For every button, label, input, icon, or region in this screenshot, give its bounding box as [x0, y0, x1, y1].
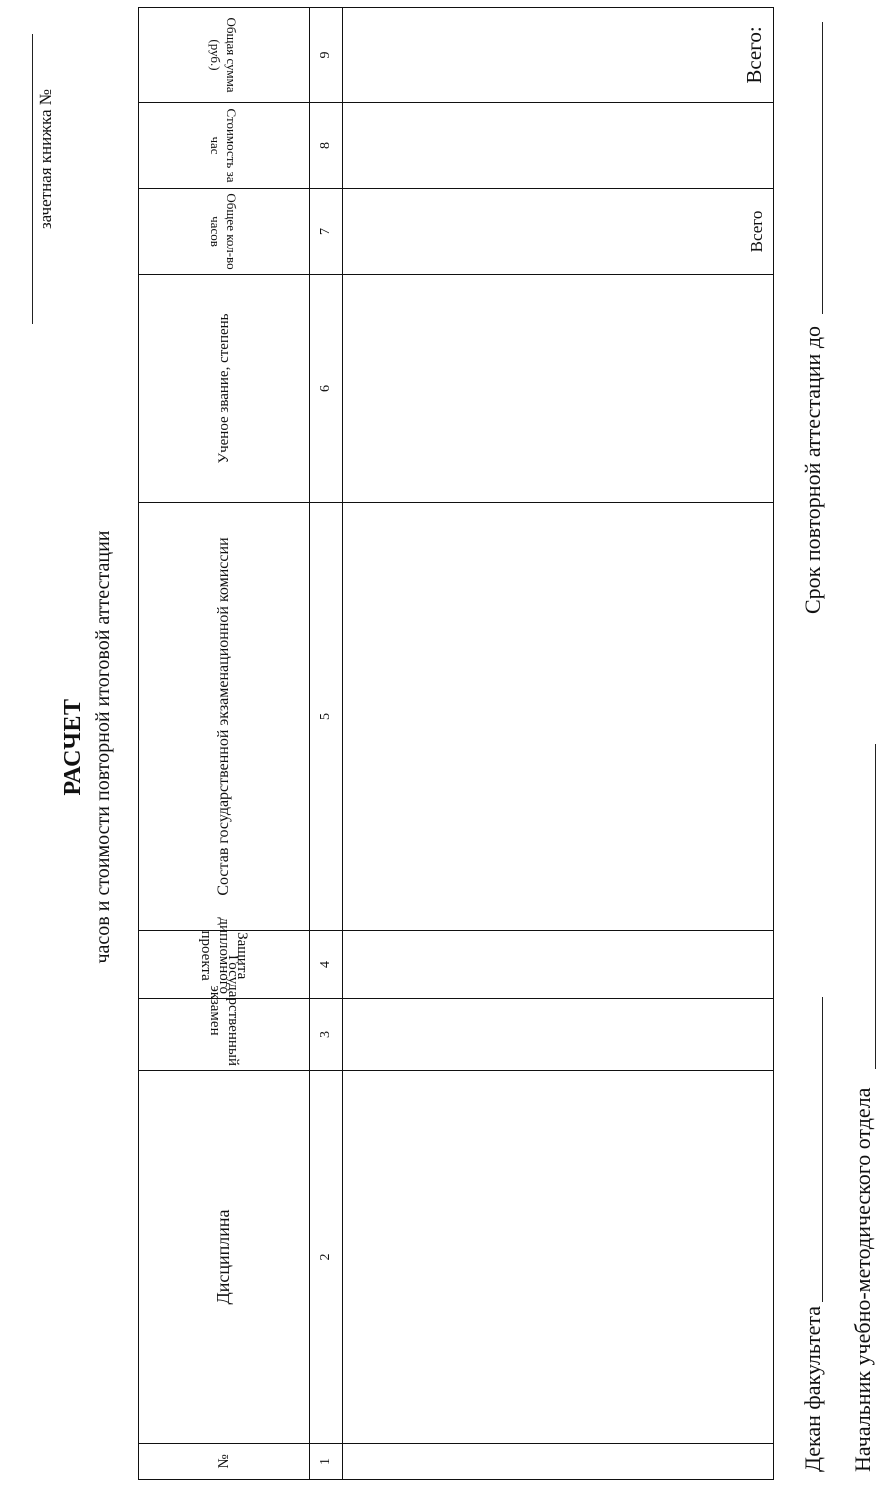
column-number: 7: [310, 189, 343, 275]
header-label: Защита дипломного проекта: [198, 917, 250, 994]
total-hours-cell: [343, 189, 774, 275]
expiry-signature-line: [822, 22, 823, 314]
column-number: 1: [310, 1444, 343, 1480]
total-hours-label: Всего: [746, 210, 766, 253]
header-cell-cost-per-hour: [139, 103, 310, 189]
document-title: РАСЧЕТ: [60, 698, 86, 796]
header-label: Государственный экзамен: [207, 954, 241, 1066]
column-number: 2: [310, 1071, 343, 1444]
body-cell: [343, 503, 774, 931]
column-number: 3: [310, 999, 343, 1071]
header-cell-diploma-defense: [139, 917, 310, 999]
header-label: №: [216, 1454, 232, 1469]
table-number-row: [310, 8, 343, 1480]
header-cell-number: [139, 1444, 310, 1480]
total-sum-label: Всего:: [741, 26, 766, 84]
record-book-line: [32, 34, 33, 324]
header-label: Стоимость за час: [209, 108, 240, 183]
body-cell: [343, 1071, 774, 1444]
header-label: Ученое звание, степень: [216, 313, 232, 464]
document-subtitle: часов и стоимости повторной итоговой аттестации: [92, 530, 114, 964]
body-cell: [343, 1444, 774, 1480]
body-cell: [343, 275, 774, 503]
header-cell-commission: [139, 503, 310, 931]
header-label: Общее кол-во часов: [209, 193, 240, 270]
dean-label: Декан факультета: [800, 1305, 825, 1472]
column-number: 5: [310, 503, 343, 931]
header-cell-total-sum: [139, 8, 310, 103]
column-number: 8: [310, 103, 343, 189]
expiry-label: Срок повторной аттестации до: [800, 325, 825, 614]
head-of-department-label: Начальник учебно-методического отдела: [850, 1087, 875, 1472]
body-cell: [343, 999, 774, 1071]
header-cell-total-hours: [139, 189, 310, 275]
header-cell-academic-title: [139, 275, 310, 503]
calculation-table: [138, 7, 774, 1480]
total-sum-cell: [343, 8, 774, 103]
table-header-row: [139, 8, 310, 1480]
column-number: 6: [310, 275, 343, 503]
column-number: 4: [310, 931, 343, 999]
header-label: Состав государственной экзаменационной комиссии: [215, 537, 233, 896]
dean-signature-line: [822, 997, 823, 1302]
body-cell: [343, 103, 774, 189]
header-label: Общая сумма (руб.): [209, 17, 240, 93]
column-number: 9: [310, 8, 343, 103]
header-cell-discipline: [139, 1071, 310, 1444]
table-body-row: [343, 8, 774, 1480]
record-book-label: зачетная книжка №: [36, 88, 55, 230]
header-label: Дисциплина: [213, 1209, 234, 1305]
body-cell: [343, 931, 774, 999]
head-signature-line: [875, 744, 876, 1069]
